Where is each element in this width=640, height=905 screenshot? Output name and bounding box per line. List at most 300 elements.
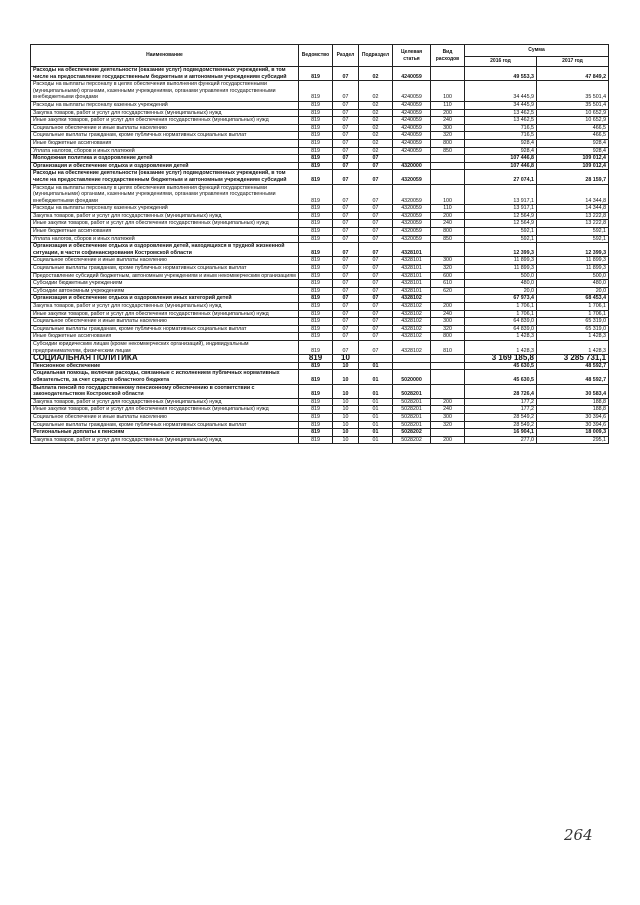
cell-razdel: 07 bbox=[333, 220, 359, 228]
cell-ved: 819 bbox=[299, 370, 333, 384]
cell-razdel: 07 bbox=[333, 81, 359, 102]
cell-target-article: 4240059 bbox=[393, 124, 431, 132]
cell-sum-2016: 45 630,5 bbox=[465, 370, 537, 384]
cell-name: Пенсионное обеспечение bbox=[31, 362, 299, 370]
cell-sum-2017: 11 899,3 bbox=[537, 257, 609, 265]
cell-name: Расходы на выплаты персоналу в целях обеспечения выполнения функций государственными (муниципальными) органами, казенными учреждениями, органами управления государственными внебюджетными фондами bbox=[31, 81, 299, 102]
cell-sum-2017: 28 159,7 bbox=[537, 170, 609, 184]
cell-name: Расходы на обеспечение деятельности (оказание услуг) подведомственных учреждений, в том числе на предоставление государственным бюджетным и автономным учреждениям субсидий bbox=[31, 67, 299, 81]
cell-ved: 819 bbox=[299, 212, 333, 220]
cell-ved: 819 bbox=[299, 124, 333, 132]
cell-podrazdel: 07 bbox=[359, 235, 393, 243]
cell-name: Расходы на выплаты персоналу казенных учреждений bbox=[31, 205, 299, 213]
cell-name: Организация и обеспечение отдыха и оздоровления иных категорий детей bbox=[31, 295, 299, 303]
cell-ved: 819 bbox=[299, 265, 333, 273]
cell-razdel: 07 bbox=[333, 212, 359, 220]
cell-podrazdel: 07 bbox=[359, 265, 393, 273]
header-year-2016: 2016 год bbox=[465, 57, 537, 67]
cell-sum-2016: 1 428,3 bbox=[465, 333, 537, 341]
cell-razdel: 07 bbox=[333, 109, 359, 117]
cell-expense-type: 240 bbox=[431, 310, 465, 318]
cell-expense-type: 200 bbox=[431, 303, 465, 311]
cell-name: Организация и обеспечение отдыха и оздоровления детей bbox=[31, 162, 299, 170]
cell-expense-type: 320 bbox=[431, 421, 465, 429]
table-row bbox=[31, 280, 609, 288]
cell-podrazdel: 01 bbox=[359, 436, 393, 444]
cell-sum-2016: 11 899,3 bbox=[465, 265, 537, 273]
cell-expense-type bbox=[431, 67, 465, 81]
cell-podrazdel: 07 bbox=[359, 287, 393, 295]
cell-sum-2016: 67 973,4 bbox=[465, 295, 537, 303]
cell-sum-2017: 188,8 bbox=[537, 406, 609, 414]
cell-target-article: 5028201 bbox=[393, 421, 431, 429]
cell-sum-2016: 480,0 bbox=[465, 280, 537, 288]
cell-sum-2016: 592,1 bbox=[465, 228, 537, 236]
cell-sum-2017: 14 344,8 bbox=[537, 205, 609, 213]
cell-razdel: 07 bbox=[333, 265, 359, 273]
cell-sum-2017: 1 428,3 bbox=[537, 333, 609, 341]
cell-sum-2017: 10 652,9 bbox=[537, 117, 609, 125]
table-row bbox=[31, 117, 609, 125]
cell-ved: 819 bbox=[299, 109, 333, 117]
cell-name: Субсидии бюджетным учреждениям bbox=[31, 280, 299, 288]
cell-expense-type: 110 bbox=[431, 205, 465, 213]
header-year-2017: 2017 год bbox=[537, 57, 609, 67]
table-row bbox=[31, 310, 609, 318]
table-row bbox=[31, 340, 609, 354]
cell-ved: 819 bbox=[299, 318, 333, 326]
cell-sum-2017: 1 706,1 bbox=[537, 303, 609, 311]
cell-razdel: 07 bbox=[333, 333, 359, 341]
cell-sum-2017: 35 501,4 bbox=[537, 101, 609, 109]
cell-sum-2017: 48 592,7 bbox=[537, 370, 609, 384]
cell-expense-type: 620 bbox=[431, 287, 465, 295]
cell-podrazdel: 07 bbox=[359, 318, 393, 326]
cell-expense-type: 800 bbox=[431, 139, 465, 147]
cell-expense-type: 100 bbox=[431, 184, 465, 205]
cell-target-article: 4320059 bbox=[393, 220, 431, 228]
cell-target-article: 4320059 bbox=[393, 184, 431, 205]
table-row bbox=[31, 228, 609, 236]
table-row bbox=[31, 362, 609, 370]
cell-name: Социальные выплаты гражданам, кроме публичных нормативных социальных выплат bbox=[31, 132, 299, 140]
cell-podrazdel: 07 bbox=[359, 220, 393, 228]
cell-sum-2017: 14 344,8 bbox=[537, 184, 609, 205]
table-row bbox=[31, 272, 609, 280]
cell-name: Иные закупки товаров, работ и услуг для обеспечения государственных (муниципальных) нужд bbox=[31, 220, 299, 228]
cell-sum-2016: 12 564,9 bbox=[465, 212, 537, 220]
cell-podrazdel: 02 bbox=[359, 81, 393, 102]
budget-table bbox=[30, 44, 609, 444]
cell-sum-2017: 18 009,3 bbox=[537, 429, 609, 437]
cell-razdel: 10 bbox=[333, 362, 359, 370]
cell-sum-2016: 13 462,5 bbox=[465, 109, 537, 117]
cell-expense-type bbox=[431, 362, 465, 370]
table-row bbox=[31, 81, 609, 102]
cell-sum-2017: 500,0 bbox=[537, 272, 609, 280]
cell-sum-2017: 12 399,3 bbox=[537, 243, 609, 257]
cell-target-article: 4328101 bbox=[393, 257, 431, 265]
cell-ved: 819 bbox=[299, 67, 333, 81]
table-row bbox=[31, 303, 609, 311]
table-row bbox=[31, 257, 609, 265]
cell-sum-2016: 34 445,9 bbox=[465, 81, 537, 102]
cell-expense-type: 240 bbox=[431, 117, 465, 125]
cell-podrazdel: 01 bbox=[359, 398, 393, 406]
cell-podrazdel bbox=[359, 355, 393, 363]
cell-sum-2016: 12 564,9 bbox=[465, 220, 537, 228]
cell-razdel: 07 bbox=[333, 340, 359, 354]
table-row bbox=[31, 398, 609, 406]
cell-razdel: 07 bbox=[333, 235, 359, 243]
cell-expense-type: 110 bbox=[431, 101, 465, 109]
cell-sum-2017: 13 222,8 bbox=[537, 220, 609, 228]
cell-razdel: 07 bbox=[333, 318, 359, 326]
cell-expense-type: 300 bbox=[431, 257, 465, 265]
cell-sum-2017: 20,0 bbox=[537, 287, 609, 295]
cell-razdel: 07 bbox=[333, 257, 359, 265]
cell-sum-2016: 13 917,1 bbox=[465, 205, 537, 213]
cell-sum-2017: 188,8 bbox=[537, 398, 609, 406]
cell-sum-2016: 177,2 bbox=[465, 398, 537, 406]
cell-sum-2017: 592,1 bbox=[537, 235, 609, 243]
cell-sum-2017: 47 849,2 bbox=[537, 67, 609, 81]
cell-expense-type bbox=[431, 170, 465, 184]
cell-razdel: 10 bbox=[333, 421, 359, 429]
table-body bbox=[31, 67, 609, 444]
cell-target-article: 4240059 bbox=[393, 147, 431, 155]
table-row bbox=[31, 170, 609, 184]
table-header bbox=[31, 45, 609, 67]
cell-sum-2017: 3 285 731,1 bbox=[537, 355, 609, 363]
cell-expense-type: 320 bbox=[431, 132, 465, 140]
cell-ved: 819 bbox=[299, 429, 333, 437]
cell-sum-2017: 928,4 bbox=[537, 139, 609, 147]
cell-sum-2017: 109 012,4 bbox=[537, 162, 609, 170]
cell-expense-type: 240 bbox=[431, 406, 465, 414]
cell-razdel: 07 bbox=[333, 184, 359, 205]
cell-target-article: 4320059 bbox=[393, 235, 431, 243]
cell-podrazdel: 07 bbox=[359, 295, 393, 303]
cell-podrazdel: 07 bbox=[359, 280, 393, 288]
cell-expense-type bbox=[431, 243, 465, 257]
table-row bbox=[31, 101, 609, 109]
cell-sum-2017: 35 501,4 bbox=[537, 81, 609, 102]
table-row bbox=[31, 295, 609, 303]
cell-expense-type: 200 bbox=[431, 109, 465, 117]
cell-sum-2016: 64 839,0 bbox=[465, 318, 537, 326]
cell-target-article: 5028202 bbox=[393, 429, 431, 437]
cell-sum-2016: 177,2 bbox=[465, 406, 537, 414]
cell-target-article: 4328102 bbox=[393, 318, 431, 326]
cell-name: Расходы на выплаты персоналу в целях обеспечения выполнения функций государственными (муниципальными) органами, казенными учреждениями, органами управления государственными внебюджетными фондами bbox=[31, 184, 299, 205]
cell-expense-type: 850 bbox=[431, 147, 465, 155]
cell-podrazdel: 07 bbox=[359, 272, 393, 280]
cell-sum-2017: 928,4 bbox=[537, 147, 609, 155]
cell-ved: 819 bbox=[299, 205, 333, 213]
table-row bbox=[31, 265, 609, 273]
cell-target-article: 5020000 bbox=[393, 370, 431, 384]
table-row bbox=[31, 205, 609, 213]
cell-sum-2016: 107 446,8 bbox=[465, 155, 537, 163]
cell-name: Иные закупки товаров, работ и услуг для обеспечения государственных (муниципальных) нужд bbox=[31, 310, 299, 318]
cell-name: СОЦИАЛЬНАЯ ПОЛИТИКА bbox=[31, 355, 299, 363]
header-sum: Сумма bbox=[465, 45, 609, 57]
cell-target-article bbox=[393, 155, 431, 163]
cell-target-article: 4320000 bbox=[393, 162, 431, 170]
cell-expense-type: 300 bbox=[431, 124, 465, 132]
cell-expense-type: 200 bbox=[431, 436, 465, 444]
cell-name: Предоставление субсидий бюджетным, автономным учреждениям и иным некоммерческим организациям bbox=[31, 272, 299, 280]
cell-razdel: 10 bbox=[333, 406, 359, 414]
cell-name: Субсидии юридическим лицам (кроме некоммерческих организаций), индивидуальным предпринимателям, физическим лицам bbox=[31, 340, 299, 354]
cell-name: Расходы на выплаты персоналу казенных учреждений bbox=[31, 101, 299, 109]
header-razdel: Раздел bbox=[333, 45, 359, 67]
cell-expense-type bbox=[431, 295, 465, 303]
cell-sum-2017: 1 428,3 bbox=[537, 340, 609, 354]
cell-target-article: 4328102 bbox=[393, 310, 431, 318]
cell-ved: 819 bbox=[299, 340, 333, 354]
cell-ved: 819 bbox=[299, 81, 333, 102]
cell-sum-2016: 27 074,1 bbox=[465, 170, 537, 184]
header-expense-type: Вид расходов bbox=[431, 45, 465, 67]
cell-razdel: 07 bbox=[333, 147, 359, 155]
cell-sum-2016: 3 169 185,8 bbox=[465, 355, 537, 363]
cell-podrazdel: 01 bbox=[359, 370, 393, 384]
cell-ved: 819 bbox=[299, 384, 333, 398]
cell-ved: 819 bbox=[299, 362, 333, 370]
cell-razdel: 10 bbox=[333, 370, 359, 384]
cell-sum-2016: 107 446,8 bbox=[465, 162, 537, 170]
cell-target-article bbox=[393, 362, 431, 370]
cell-ved: 819 bbox=[299, 436, 333, 444]
cell-sum-2016: 28 549,2 bbox=[465, 421, 537, 429]
cell-name: Иные бюджетные ассигнования bbox=[31, 333, 299, 341]
cell-name: Выплата пенсий по государственному пенсионному обеспечению в соответствии с законодательством Костромской области bbox=[31, 384, 299, 398]
cell-sum-2016: 716,5 bbox=[465, 124, 537, 132]
cell-expense-type: 850 bbox=[431, 235, 465, 243]
cell-sum-2017: 11 899,3 bbox=[537, 265, 609, 273]
cell-target-article: 4240059 bbox=[393, 67, 431, 81]
header-podrazdel: Подраздел bbox=[359, 45, 393, 67]
cell-razdel: 07 bbox=[333, 295, 359, 303]
cell-name: Региональные доплаты к пенсиям bbox=[31, 429, 299, 437]
cell-target-article: 4328102 bbox=[393, 333, 431, 341]
cell-sum-2016: 277,0 bbox=[465, 436, 537, 444]
cell-ved: 819 bbox=[299, 117, 333, 125]
cell-ved: 819 bbox=[299, 235, 333, 243]
cell-target-article: 4240059 bbox=[393, 101, 431, 109]
cell-ved: 819 bbox=[299, 220, 333, 228]
cell-podrazdel: 02 bbox=[359, 132, 393, 140]
cell-podrazdel: 07 bbox=[359, 303, 393, 311]
table-row bbox=[31, 139, 609, 147]
cell-target-article: 4328101 bbox=[393, 243, 431, 257]
table-row bbox=[31, 147, 609, 155]
cell-sum-2016: 28 549,2 bbox=[465, 413, 537, 421]
cell-target-article: 5028201 bbox=[393, 406, 431, 414]
table-row bbox=[31, 67, 609, 81]
cell-target-article: 4320059 bbox=[393, 212, 431, 220]
cell-expense-type: 610 bbox=[431, 280, 465, 288]
cell-sum-2016: 500,0 bbox=[465, 272, 537, 280]
cell-target-article: 5028201 bbox=[393, 413, 431, 421]
cell-target-article: 5028202 bbox=[393, 436, 431, 444]
cell-ved: 819 bbox=[299, 132, 333, 140]
cell-podrazdel: 01 bbox=[359, 384, 393, 398]
cell-expense-type bbox=[431, 384, 465, 398]
cell-podrazdel: 07 bbox=[359, 162, 393, 170]
cell-podrazdel: 02 bbox=[359, 109, 393, 117]
cell-podrazdel: 07 bbox=[359, 212, 393, 220]
cell-podrazdel: 07 bbox=[359, 228, 393, 236]
cell-target-article: 4240059 bbox=[393, 139, 431, 147]
cell-target-article bbox=[393, 355, 431, 363]
cell-name: Субсидии автономным учреждениям bbox=[31, 287, 299, 295]
cell-name: Социальные выплаты гражданам, кроме публичных нормативных социальных выплат bbox=[31, 421, 299, 429]
cell-name: Закупка товаров, работ и услуг для государственных (муниципальных) нужд bbox=[31, 398, 299, 406]
cell-razdel: 07 bbox=[333, 325, 359, 333]
table-row bbox=[31, 184, 609, 205]
cell-name: Иные закупки товаров, работ и услуг для обеспечения государственных (муниципальных) нужд bbox=[31, 117, 299, 125]
cell-target-article: 4328101 bbox=[393, 287, 431, 295]
cell-ved: 819 bbox=[299, 280, 333, 288]
cell-sum-2016: 12 399,3 bbox=[465, 243, 537, 257]
cell-name: Социальные выплаты гражданам, кроме публичных нормативных социальных выплат bbox=[31, 265, 299, 273]
cell-name: Закупка товаров, работ и услуг для государственных (муниципальных) нужд bbox=[31, 212, 299, 220]
cell-sum-2016: 28 726,4 bbox=[465, 384, 537, 398]
cell-sum-2017: 30 583,4 bbox=[537, 384, 609, 398]
cell-podrazdel: 07 bbox=[359, 243, 393, 257]
cell-podrazdel: 01 bbox=[359, 421, 393, 429]
cell-ved: 819 bbox=[299, 243, 333, 257]
cell-sum-2016: 592,1 bbox=[465, 235, 537, 243]
cell-sum-2016: 1 706,1 bbox=[465, 303, 537, 311]
cell-sum-2017: 68 453,4 bbox=[537, 295, 609, 303]
table-row bbox=[31, 436, 609, 444]
cell-name: Закупка товаров, работ и услуг для государственных (муниципальных) нужд bbox=[31, 436, 299, 444]
cell-sum-2016: 716,5 bbox=[465, 132, 537, 140]
cell-razdel: 10 bbox=[333, 384, 359, 398]
cell-ved: 819 bbox=[299, 101, 333, 109]
cell-razdel: 07 bbox=[333, 303, 359, 311]
cell-expense-type: 800 bbox=[431, 333, 465, 341]
cell-razdel: 07 bbox=[333, 310, 359, 318]
table-row bbox=[31, 325, 609, 333]
cell-podrazdel: 02 bbox=[359, 139, 393, 147]
cell-target-article: 4328102 bbox=[393, 340, 431, 354]
cell-name: Социальное обеспечение и иные выплаты населению bbox=[31, 318, 299, 326]
cell-razdel: 07 bbox=[333, 101, 359, 109]
table-row bbox=[31, 429, 609, 437]
cell-name: Социальная помощь, включая расходы, связанные с исполнением публичных нормативных обязательств, за счет средств областного бюджета bbox=[31, 370, 299, 384]
cell-ved: 819 bbox=[299, 310, 333, 318]
cell-sum-2016: 13 462,5 bbox=[465, 117, 537, 125]
cell-ved: 819 bbox=[299, 303, 333, 311]
cell-podrazdel: 07 bbox=[359, 340, 393, 354]
cell-razdel: 07 bbox=[333, 205, 359, 213]
table-row bbox=[31, 287, 609, 295]
cell-expense-type: 800 bbox=[431, 228, 465, 236]
cell-razdel: 07 bbox=[333, 272, 359, 280]
cell-name: Уплата налогов, сборов и иных платежей bbox=[31, 235, 299, 243]
cell-target-article: 4240059 bbox=[393, 117, 431, 125]
table-row bbox=[31, 406, 609, 414]
page-number: 264 bbox=[564, 826, 593, 844]
cell-target-article: 4320059 bbox=[393, 228, 431, 236]
cell-ved: 819 bbox=[299, 295, 333, 303]
header-ved: Ведомство bbox=[299, 45, 333, 67]
cell-expense-type bbox=[431, 155, 465, 163]
cell-razdel: 10 bbox=[333, 398, 359, 406]
cell-expense-type bbox=[431, 355, 465, 363]
cell-target-article: 4328101 bbox=[393, 265, 431, 273]
cell-target-article: 4328102 bbox=[393, 303, 431, 311]
table-row bbox=[31, 212, 609, 220]
cell-podrazdel: 01 bbox=[359, 406, 393, 414]
cell-name: Иные закупки товаров, работ и услуг для обеспечения государственных (муниципальных) нужд bbox=[31, 406, 299, 414]
cell-name: Социальные выплаты гражданам, кроме публичных нормативных социальных выплат bbox=[31, 325, 299, 333]
cell-sum-2016: 1 706,1 bbox=[465, 310, 537, 318]
cell-razdel: 07 bbox=[333, 124, 359, 132]
cell-expense-type: 100 bbox=[431, 81, 465, 102]
cell-ved: 819 bbox=[299, 406, 333, 414]
cell-ved: 819 bbox=[299, 398, 333, 406]
cell-ved: 819 bbox=[299, 162, 333, 170]
cell-sum-2016: 34 445,9 bbox=[465, 101, 537, 109]
cell-razdel: 10 bbox=[333, 429, 359, 437]
cell-name: Социальное обеспечение и иные выплаты населению bbox=[31, 413, 299, 421]
cell-sum-2016: 49 553,3 bbox=[465, 67, 537, 81]
cell-razdel: 07 bbox=[333, 243, 359, 257]
cell-ved: 819 bbox=[299, 257, 333, 265]
header-name: Наименование bbox=[31, 45, 299, 67]
cell-name: Социальное обеспечение и иные выплаты населению bbox=[31, 124, 299, 132]
cell-sum-2017: 30 394,6 bbox=[537, 421, 609, 429]
cell-target-article: 5028201 bbox=[393, 398, 431, 406]
table-row bbox=[31, 109, 609, 117]
cell-expense-type: 200 bbox=[431, 212, 465, 220]
cell-ved: 819 bbox=[299, 184, 333, 205]
cell-razdel: 07 bbox=[333, 117, 359, 125]
cell-ved: 819 bbox=[299, 147, 333, 155]
cell-expense-type: 600 bbox=[431, 272, 465, 280]
table-row bbox=[31, 355, 609, 363]
cell-sum-2017: 295,1 bbox=[537, 436, 609, 444]
cell-target-article: 5028201 bbox=[393, 384, 431, 398]
cell-razdel: 07 bbox=[333, 139, 359, 147]
cell-target-article: 4320059 bbox=[393, 170, 431, 184]
cell-target-article: 4240059 bbox=[393, 81, 431, 102]
cell-ved: 819 bbox=[299, 155, 333, 163]
cell-sum-2017: 109 012,4 bbox=[537, 155, 609, 163]
cell-name: Иные бюджетные ассигнования bbox=[31, 228, 299, 236]
table-row bbox=[31, 124, 609, 132]
cell-sum-2017: 10 652,9 bbox=[537, 109, 609, 117]
cell-sum-2017: 480,0 bbox=[537, 280, 609, 288]
cell-name: Закупка товаров, работ и услуг для государственных (муниципальных) нужд bbox=[31, 109, 299, 117]
cell-razdel: 10 bbox=[333, 436, 359, 444]
cell-name: Расходы на обеспечение деятельности (оказание услуг) подведомственных учреждений, в том числе на предоставление государственным бюджетным и автономным учреждениям субсидий bbox=[31, 170, 299, 184]
cell-razdel: 10 bbox=[333, 413, 359, 421]
cell-sum-2016: 928,4 bbox=[465, 139, 537, 147]
cell-sum-2017: 65 319,0 bbox=[537, 325, 609, 333]
cell-ved: 819 bbox=[299, 272, 333, 280]
cell-expense-type: 300 bbox=[431, 318, 465, 326]
cell-name: Организация и обеспечение отдыха и оздоровления детей, находящихся в трудной жизненной ситуации, в части софинансирования Костромской области bbox=[31, 243, 299, 257]
cell-name: Социальное обеспечение и иные выплаты населению bbox=[31, 257, 299, 265]
table-row bbox=[31, 162, 609, 170]
